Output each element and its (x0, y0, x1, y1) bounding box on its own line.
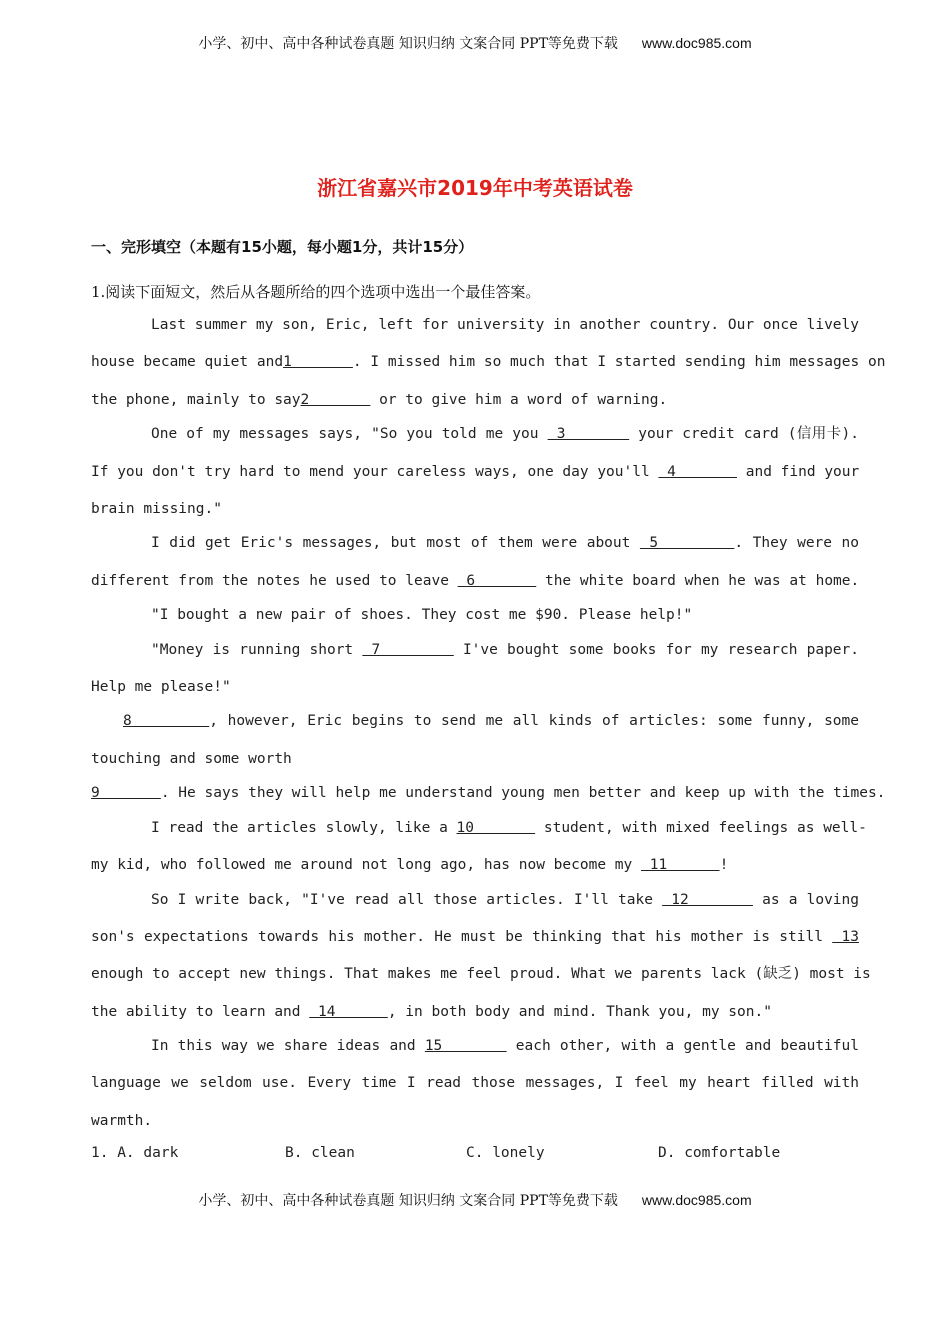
option-a[interactable]: 1. A. dark (91, 1145, 179, 1161)
blank-12: 12 (662, 892, 753, 908)
passage-line: warmth. (91, 1113, 153, 1129)
passage-line: 9 . He says they will help me understand young men better and keep up with the times. (91, 785, 886, 801)
passage-line: brain missing." (91, 501, 222, 517)
passage-line: In this way we share ideas and 15 each other, with a gentle and beautiful (151, 1038, 859, 1054)
passage-line: my kid, who followed me around not long ago, has now become my 11 ! (91, 857, 729, 873)
section-heading: 一、完形填空（本题有15小题，每小题1分，共计15分） (91, 238, 474, 256)
passage-line: Help me please!" (91, 679, 231, 695)
page-header (0, 33, 950, 53)
blank-9: 9 (91, 785, 161, 801)
passage-line: touching and some worth (91, 751, 292, 767)
passage-line: the phone, mainly to say2 or to give him a word of warning. (91, 392, 668, 408)
blank-15: 15 (424, 1038, 507, 1054)
blank-11: 11 (640, 857, 720, 873)
passage-line: I did get Eric's messages, but most of them were about 5 . They were no (151, 535, 859, 551)
blank-10: 10 (456, 820, 536, 836)
passage-line: "I bought a new pair of shoes. They cost me $90. Please help!" (151, 607, 693, 623)
blank-3: 3 (547, 426, 630, 442)
passage-line: the ability to learn and 14 , in both body and mind. Thank you, my son." (91, 1004, 772, 1020)
blank-5: 5 (639, 535, 735, 551)
passage-line: 8 , however, Eric begins to send me all kinds of articles: some funny, some (123, 713, 859, 729)
header-site[interactable]: www.doc985.com (641, 35, 752, 51)
passage-line: language we seldom use. Every time I read those messages, I feel my heart filled with (91, 1075, 859, 1091)
blank-8: 8 (123, 713, 210, 729)
passage-line: "Money is running short 7 I've bought some books for my research paper. (151, 642, 859, 658)
blank-6: 6 (457, 573, 537, 589)
option-b[interactable]: B. clean (285, 1145, 355, 1161)
blank-7: 7 (362, 642, 454, 658)
passage-line: son's expectations towards his mother. He must be thinking that his mother is still 13 (91, 929, 859, 945)
option-c[interactable]: C. lonely (466, 1145, 545, 1161)
blank-1: 1 (283, 354, 353, 370)
passage-line: So I write back, "I've read all those articles. I'll take 12 as a loving (151, 892, 859, 908)
passage-line: I read the articles slowly, like a 10 student, with mixed feelings as well- (151, 820, 867, 836)
footer-text: 小学、初中、高中各种试卷真题 知识归纳 文案合同 PPT等免费下载 (198, 1193, 618, 1209)
option-d[interactable]: D. comfortable (658, 1145, 781, 1161)
blank-14: 14 (309, 1004, 388, 1020)
exam-title: 浙江省嘉兴市2019年中考英语试卷 (317, 176, 633, 200)
passage-line: different from the notes he used to leave 6 the white board when he was at home. (91, 573, 860, 589)
page-footer (0, 1190, 950, 1210)
passage-line: Last summer my son, Eric, left for university in another country. Our once lively (151, 317, 859, 333)
header-text: 小学、初中、高中各种试卷真题 知识归纳 文案合同 PPT等免费下载 (198, 36, 618, 52)
blank-13: 13 (832, 929, 859, 945)
passage-line: One of my messages says, "So you told me you 3 your credit card (信用卡). (151, 426, 859, 442)
footer-site[interactable]: www.doc985.com (641, 1192, 752, 1208)
instruction: 1.阅读下面短文，然后从各题所给的四个选项中选出一个最佳答案。 (91, 283, 541, 301)
passage-line: If you don't try hard to mend your careless ways, one day you'll 4 and find your (91, 464, 860, 480)
passage-line: house became quiet and1 . I missed him so much that I started sending him messages on (91, 354, 886, 370)
blank-2: 2 (300, 392, 371, 408)
blank-4: 4 (658, 464, 738, 480)
passage-line: enough to accept new things. That makes me feel proud. What we parents lack (缺乏) most is (91, 966, 871, 982)
